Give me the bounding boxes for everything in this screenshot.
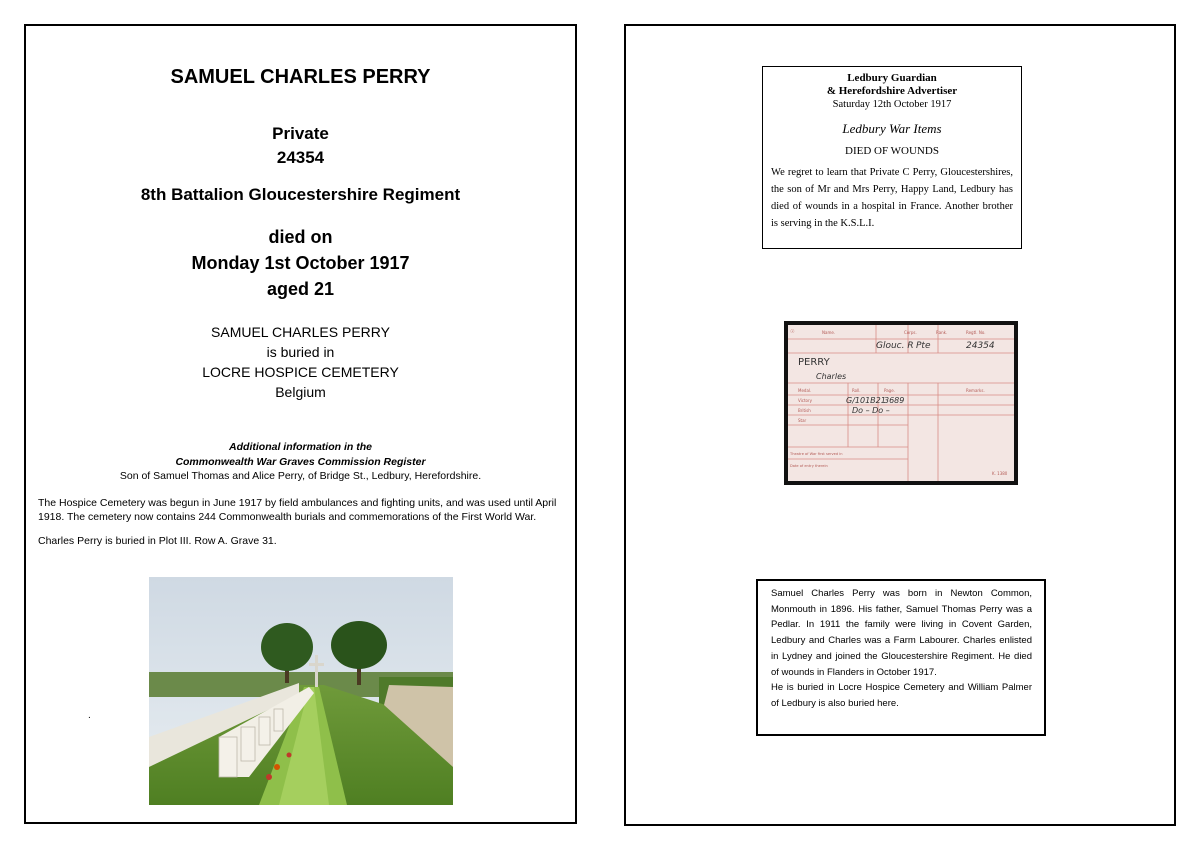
card-label-rank: Rank.: [936, 330, 948, 335]
newspaper-name-line1: Ledbury Guardian: [847, 72, 937, 84]
card-label-remarks: Remarks.: [966, 388, 985, 393]
rank-block: [26, 122, 575, 170]
card-rank: Pte: [916, 341, 931, 351]
card-label-date-entry: Date of entry therein: [790, 464, 828, 468]
age: aged 21: [266, 279, 335, 299]
card-forename: Charles: [816, 372, 847, 381]
cwgc-heading-line1: Additional information in the: [229, 441, 372, 453]
newspaper-name: [763, 72, 1021, 98]
card-page: 3689: [884, 396, 905, 405]
biography-paragraph-2: He is buried in Locre Hospice Cemetery and William Palmer of Ledbury is also buried here.: [771, 682, 1032, 709]
card-surname: PERRY: [798, 357, 830, 368]
newspaper-date: Saturday 12th October 1917: [832, 99, 952, 110]
cwgc-heading-line2: Commonwealth War Graves Commission Register: [175, 456, 426, 468]
died-on-label: died on: [268, 227, 333, 247]
card-label-theatre: Theatre of War first served in: [790, 452, 843, 456]
left-page: [24, 24, 577, 824]
service-number: 24354: [276, 148, 325, 167]
newspaper-name-line2: & Herefordshire Advertiser: [826, 85, 958, 97]
cemetery-photo: [149, 577, 453, 805]
medal-index-card: [784, 321, 1018, 485]
burial-phrase: is buried in: [266, 344, 335, 360]
card-form-number: K. 1380: [992, 471, 1008, 476]
right-page: [624, 24, 1176, 826]
rank: Private: [272, 124, 329, 143]
death-block: [26, 224, 575, 302]
burial-name: SAMUEL CHARLES PERRY: [211, 324, 390, 340]
death-date: Monday 1st October 1917: [191, 253, 410, 273]
newspaper-headline: DIED OF WOUNDS: [845, 145, 939, 157]
biography-paragraph-1: Samuel Charles Perry was born in Newton Common, Monmouth in 1896. His father, Samuel Thomas Perry was a Pedlar. In 1911 the family were living in Covent Garden, Ledbury and Charles was a Farm Labourer. Charles enlisted in Lydney and joined the Gloucestershire Regiment. He died of wounds in Flanders in October 1917.: [771, 588, 1032, 678]
card-roll: G/101B21: [846, 396, 886, 405]
cwgc-parents: Son of Samuel Thomas and Alice Perry, of Bridge St., Ledbury, Herefordshire.: [119, 470, 482, 482]
card-label-page: Page.: [884, 388, 895, 393]
card-number: 24354: [966, 341, 995, 351]
card-corps: Glouc. R: [876, 341, 914, 351]
card-label-medal: Medal.: [798, 388, 812, 393]
card-label-roll: Roll.: [852, 388, 861, 393]
burial-country: Belgium: [275, 384, 326, 400]
grave-location: Charles Perry is buried in Plot III. Row A. Grave 31.: [38, 535, 277, 547]
cwgc-heading: [26, 440, 575, 470]
hospice-history: The Hospice Cemetery was begun in June 1917 by field ambulances and fighting units, and was used until April 1918. The cemetery now contains 244 Commonwealth burials and commemorations of the First World War.: [38, 497, 557, 523]
card-ditto: Do – Do –: [852, 406, 890, 415]
card-label-name: Name.: [822, 330, 836, 335]
burial-block: [26, 322, 575, 402]
regiment: 8th Battalion Gloucestershire Regiment: [140, 185, 461, 204]
card-label-victory: Victory: [798, 398, 812, 403]
card-label-1: ☉: [790, 329, 795, 335]
card-label-regtno: Regtl. No.: [966, 330, 986, 335]
newspaper-clipping: [762, 66, 1022, 249]
newspaper-section: Ledbury War Items: [842, 121, 942, 136]
card-label-british: British: [798, 408, 811, 413]
stray-mark: .: [88, 710, 91, 721]
card-label-star: Star: [798, 418, 807, 423]
newspaper-body: We regret to learn that Private C Perry, Gloucestershires, the son of Mr and Mrs Perry, Happy Land, Ledbury has died of wounds in a hospital in France. Another brother is serving in the K.S.L.I.: [771, 167, 1013, 229]
soldier-name: SAMUEL CHARLES PERRY: [170, 66, 431, 88]
biography-box: [756, 579, 1046, 736]
card-label-corps: Corps.: [904, 330, 917, 335]
cemetery-name: LOCRE HOSPICE CEMETERY: [202, 364, 399, 380]
